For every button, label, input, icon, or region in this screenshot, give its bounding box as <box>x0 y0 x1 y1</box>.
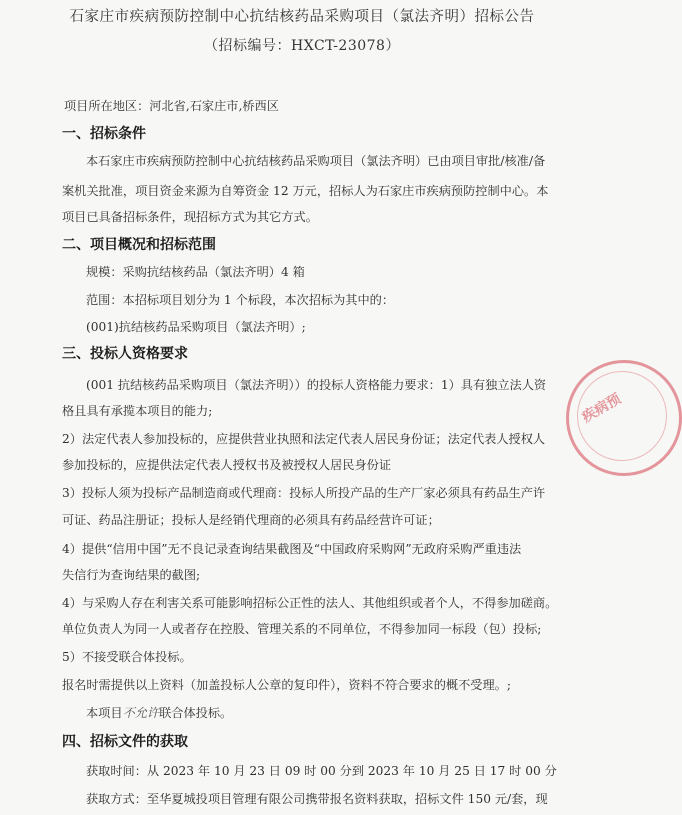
qualification-line: 报名时需提供以上资料（加盖投标人公章的复印件），资料不符合要求的概不受理。; <box>62 678 511 692</box>
qualification-line: (001 抗结核药品采购项目（氯法齐明））的投标人资格能力要求：1）具有独立法人资 <box>86 378 547 392</box>
qualification-line: 4）与采购人存在利害关系可能影响招标公正性的法人、其他组织或者个人，不得参加磋商。 <box>62 596 558 610</box>
qualification-line: 单位负责人为同一人或者存在控股、管理关系的不同单位，不得参加同一标段（包）投标; <box>62 622 542 636</box>
red-seal-stamp <box>566 360 682 476</box>
stamp-text: 疾病预 <box>579 390 624 426</box>
qualification-line: 5）不接受联合体投标。 <box>62 650 192 664</box>
lot-line: (001)抗结核药品采购项目（氯法齐明）; <box>86 320 306 334</box>
tender-number: （招标编号：HXCT-23078） <box>204 38 400 54</box>
section-2-heading: 二、项目概况和招标范围 <box>62 237 216 253</box>
joint-bid-handwritten: 不允许 <box>122 706 160 720</box>
page-title: 石家庄市疾病预防控制中心抗结核药品采购项目（氯法齐明）招标公告 <box>69 9 535 25</box>
qualification-line: 4）提供“信用中国”无不良记录查询结果截图及“中国政府采购网”无政府采购严重违法 <box>62 542 522 556</box>
qualification-line: 可证、药品注册证；投标人是经销代理商的必须具有药品经营许可证； <box>62 513 440 527</box>
section-1-paragraph-line: 案机关批准，项目资金来源为自筹资金 12 万元，招标人为石家庄市疾病预防控制中心。本 <box>62 184 549 198</box>
qualification-line: 格且具有承揽本项目的能力; <box>62 404 213 418</box>
section-3-heading: 三、投标人资格要求 <box>62 346 188 362</box>
joint-bid-line <box>86 704 232 721</box>
section-1-heading: 一、招标条件 <box>62 126 146 142</box>
qualification-line: 参加投标的，应提供法定代表人授权书及被授权人居民身份证 <box>62 458 392 472</box>
joint-bid-suffix: 联合体投标。 <box>159 706 233 720</box>
scope-line: 范围：本招标项目划分为 1 个标段，本次招标为其中的： <box>86 293 395 307</box>
section-1-paragraph-line: 项目已具备招标条件，现招标方式为其它方式。 <box>62 210 318 224</box>
acquisition-time-line: 获取时间：从 2023 年 10 月 23 日 09 时 00 分到 2023 年 10 月 25 日 17 时 00 分 <box>86 764 557 778</box>
section-4-heading: 四、招标文件的获取 <box>62 734 188 750</box>
qualification-line: 2）法定代表人参加投标的，应提供营业执照和法定代表人居民身份证；法定代表人授权人 <box>62 432 546 446</box>
acquisition-method-line: 获取方式：至华夏城投项目管理有限公司携带报名资料获取，招标文件 150 元/套，现 <box>86 792 548 806</box>
qualification-line: 3）投标人须为投标产品制造商或代理商：投标人所投产品的生产厂家必须具有药品生产许 <box>62 486 546 500</box>
location-line: 项目所在地区：河北省,石家庄市,桥西区 <box>64 99 279 113</box>
joint-bid-prefix: 本项目 <box>86 706 123 720</box>
section-1-paragraph-line: 本石家庄市疾病预防控制中心抗结核药品采购项目（氯法齐明）已由项目审批/核准/备 <box>86 154 546 168</box>
scale-line: 规模：采购抗结核药品（氯法齐明）4 箱 <box>86 265 305 279</box>
qualification-line: 失信行为查询结果的截图; <box>62 568 201 582</box>
